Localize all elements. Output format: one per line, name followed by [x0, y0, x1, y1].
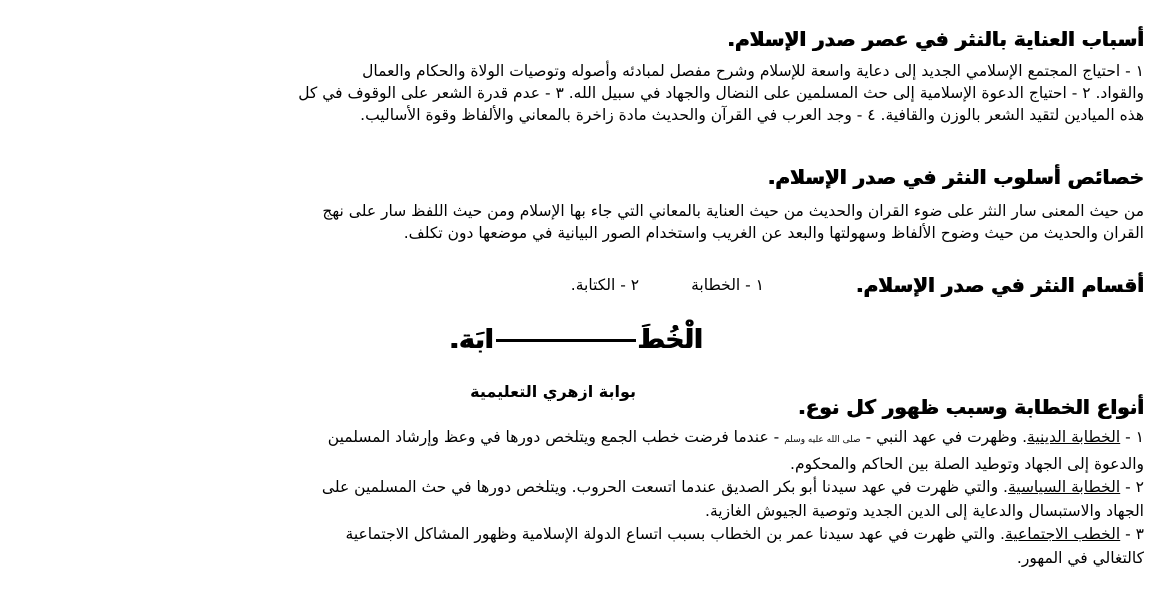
text-line: والدعوة إلى الجهاد وتوطيد الصلة بين الحاكم والمحكوم.: [790, 454, 1144, 473]
list-item: ١ - الخطابة الدينية. وظهرت في عهد النبي - صلى الله عليه وسلم - عندما فرضت خطب الجمع ويتلخص دورها في وعظ وإرشاد المسلمين: [327, 428, 1144, 446]
heading-prose-characteristics: خصائص أسلوب النثر في صدر الإسلام.: [767, 165, 1144, 189]
title-part: الْخُطَ: [637, 325, 703, 355]
text-line: الجهاد والاستبسال والدعاية إلى الدين الجديد وتوصية الجيوش الغازية.: [705, 501, 1144, 520]
term-social-oratory: الخطب الاجتماعية: [1004, 525, 1121, 543]
text-line: والقواد. ٢ - احتياج الدعوة الإسلامية إلى حث المسلمين على النضال والجهاد في سبيل الله. ٣ - عدم قدرة الشعر على الوقوف في كل: [298, 84, 1144, 102]
text-line: ١ - احتياج المجتمع الإسلامي الجديد إلى دعاية واسعة للإسلام وشرح مفصل لمبادئه وأصوله وتوصيات الولاة والحكام والعمال: [362, 62, 1144, 80]
paragraph-prose-characteristics: [20, 200, 1144, 244]
text-line: كالتغالي في المهور.: [1016, 548, 1144, 567]
term-religious-oratory: الخطابة الدينية: [1027, 428, 1121, 446]
heading-oratory-types: أنواع الخطابة وسبب ظهور كل نوع.: [798, 395, 1144, 419]
term-political-oratory: الخطابة السياسية: [1007, 478, 1121, 496]
title-part: ابَة.: [449, 325, 494, 355]
portal-label: بوابة ازهري التعليمية: [470, 382, 636, 401]
list-item: ٣ - الخطب الاجتماعية. والتي ظهرت في عهد سيدنا عمر بن الخطاب بسبب اتساع الدولة الإسلامية وظهور المشاكل الاجتماعية: [345, 525, 1144, 543]
honorific: صلى الله عليه وسلم: [784, 435, 861, 445]
text-line: هذه الميادين لتقيد الشعر بالوزن والقافية. ٤ - وجد العرب في القرآن والحديث مادة زاخرة بالمعاني والألفاظ وقوة الأساليب.: [360, 106, 1144, 124]
division-item-writing: ٢ - الكتابة.: [570, 276, 640, 294]
section-title-oratory: [8, 322, 1144, 358]
kashida-stroke: [496, 339, 636, 342]
paragraph-prose-causes: [20, 60, 1144, 126]
text-line: القران والحديث من حيث وضوح الألفاظ وسهولتها والبعد عن الغريب واستخدام الصور البيانية في موضعها دون تكلف.: [403, 224, 1144, 242]
division-item-speech: ١ - الخطابة: [691, 276, 764, 294]
divisions-list: [519, 274, 764, 296]
text-line: من حيث المعنى سار النثر على ضوء القران والحديث من حيث العناية بالمعاني التي جاء بها الإسلام ومن حيث اللفظ سار على نهج: [322, 202, 1144, 220]
heading-prose-causes: أسباب العناية بالنثر في عصر صدر الإسلام.: [727, 27, 1144, 51]
heading-prose-divisions: أقسام النثر في صدر الإسلام.: [855, 273, 1144, 297]
paragraph-oratory-types: [20, 426, 1144, 570]
list-item: ٢ - الخطابة السياسية. والتي ظهرت في عهد سيدنا أبو بكر الصديق عندما اتسعت الحروب. ويتلخص دورها في حث المسلمين على: [321, 478, 1144, 496]
document-page: [8, 0, 1144, 604]
